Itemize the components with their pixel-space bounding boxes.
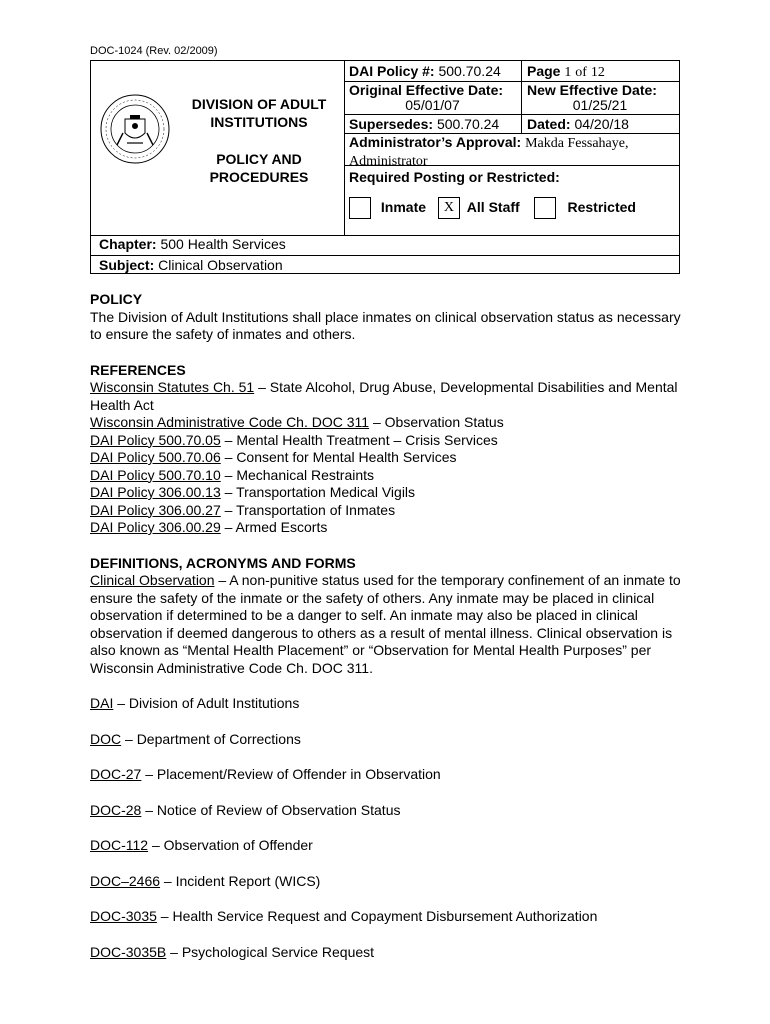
definition-text: – Division of Adult Institutions: [113, 695, 300, 711]
state-seal-icon: [99, 93, 171, 165]
reference-link[interactable]: DAI Policy 306.00.13: [90, 484, 221, 500]
reference-desc: – Transportation of Inmates: [220, 501, 396, 518]
dated-value: 04/20/18: [574, 116, 629, 132]
all-staff-label: All Staff: [466, 198, 520, 215]
inmate-label: Inmate: [380, 198, 427, 215]
reference-item: [90, 484, 690, 502]
definition-text: – Notice of Review of Observation Status: [141, 801, 401, 818]
reference-desc: – Observation Status: [369, 414, 504, 430]
new-effective-date-label: New Effective Date:: [527, 82, 657, 98]
approval-label: Administrator’s Approval:: [349, 134, 522, 150]
policy-text: The Division of Adult Institutions shall place inmates on clinical observation status as necessary to ensure the safety of inmates and others.: [90, 308, 681, 342]
approval-title: Administrator: [349, 154, 428, 169]
page-total: 12: [590, 65, 605, 80]
definition-text: – A non-punitive status used for the temporary confinement of an inmate to ensure the safety of the inmate or the safety of others. Any inmate may be placed in clinical observation if determined to be a danger to self. An inmate may also be placed in clinical observation if deemed dangerous to others as a result of mental illness. Clinical observation is also known as “Mental Health Placement” or “Observation for Mental Health Purposes” per Wisconsin Administrative Code Ch. DOC 311.: [90, 572, 681, 676]
reference-item: [90, 414, 690, 432]
division-name: [175, 95, 343, 131]
chapter-value: 500 Health Services: [160, 236, 286, 252]
definition-term: DOC-28: [90, 801, 142, 818]
administrator-approval: [349, 134, 679, 170]
definition-text: – Health Service Request and Copayment Disbursement Authorization: [156, 908, 598, 924]
reference-desc: – Mental Health Treatment – Crisis Services: [220, 431, 498, 448]
chapter-label: Chapter:: [99, 236, 157, 252]
subject-value: Clinical Observation: [158, 257, 283, 273]
definition-item: [90, 944, 690, 962]
supersedes-label: Supersedes:: [349, 116, 434, 132]
dated-label: Dated:: [527, 116, 571, 132]
header-divider: [344, 114, 679, 115]
page-count: [527, 63, 605, 81]
definition-term: DOC: [90, 730, 122, 747]
definition-item: [90, 873, 690, 891]
definition-item: [90, 695, 690, 713]
definition-term: Clinical Observation: [90, 572, 215, 588]
definition-text: – Psychological Service Request: [166, 943, 375, 960]
definition-term: DOC-27: [90, 766, 142, 782]
policy-header-table: [90, 60, 680, 274]
posting-options: [349, 197, 636, 219]
approval-name: Makda Fessahaye,: [525, 136, 629, 151]
definition-item: [90, 731, 690, 749]
original-effective-date-label: Original Effective Date:: [349, 82, 504, 98]
definition-text: – Observation of Offender: [148, 837, 313, 853]
form-number: DOC-1024 (Rev. 02/2009): [90, 45, 218, 57]
page-number: 1: [564, 65, 572, 80]
reference-link[interactable]: Wisconsin Administrative Code Ch. DOC 311: [90, 414, 370, 430]
definition-item: [90, 837, 690, 855]
division-name-line1: DIVISION OF ADULT: [191, 96, 327, 112]
reference-link[interactable]: DAI Policy 500.70.05: [90, 431, 221, 448]
reference-desc: – Armed Escorts: [220, 519, 328, 535]
policy-procedures-line1: POLICY AND: [216, 151, 302, 167]
original-effective-date-value: 05/01/07: [405, 97, 460, 113]
subject: [99, 257, 283, 273]
definition-item: [90, 766, 690, 784]
subject-label: Subject:: [99, 257, 155, 273]
page-of: of: [575, 65, 587, 80]
definition-item: [90, 908, 690, 926]
dated: [527, 116, 629, 132]
division-name-line2: INSTITUTIONS: [210, 114, 308, 130]
definition-item: [90, 802, 690, 820]
policy-number: [349, 63, 501, 79]
header-divider-vertical: [344, 61, 345, 235]
restricted-label: Restricted: [567, 198, 636, 215]
restricted-checkbox[interactable]: [534, 197, 556, 219]
reference-item: [90, 379, 690, 414]
reference-link[interactable]: Wisconsin Statutes Ch. 51: [90, 379, 255, 395]
definition-item: [90, 572, 690, 677]
reference-desc: – Mechanical Restraints: [220, 466, 375, 483]
policy-heading: POLICY: [90, 291, 143, 307]
references-list: [90, 379, 690, 537]
reference-link[interactable]: DAI Policy 306.00.29: [90, 519, 221, 535]
new-effective-date-value: 01/25/21: [572, 97, 628, 113]
reference-item: [90, 449, 690, 467]
reference-desc: – Consent for Mental Health Services: [220, 449, 457, 465]
supersedes: [349, 116, 499, 132]
reference-item: [90, 467, 690, 485]
policy-number-value: 500.70.24: [438, 63, 501, 79]
definition-text: – Placement/Review of Offender in Observation: [141, 766, 441, 782]
reference-item: [90, 432, 690, 450]
reference-link[interactable]: DAI Policy 306.00.27: [90, 501, 221, 518]
definition-text: – Incident Report (WICS): [160, 872, 321, 889]
definition-term: DOC-3035: [90, 908, 157, 924]
reference-link[interactable]: DAI Policy 500.70.10: [90, 466, 221, 483]
reference-link[interactable]: DAI Policy 500.70.06: [90, 449, 221, 465]
policy-number-label: DAI Policy #:: [349, 63, 435, 79]
header-divider: [91, 255, 679, 256]
references-heading: REFERENCES: [90, 361, 186, 378]
definition-term: DAI: [90, 695, 114, 711]
definition-text: – Department of Corrections: [121, 730, 301, 747]
reference-desc: – State Alcohol, Drug Abuse, Developmental Disabilities and Mental Health Act: [90, 379, 678, 413]
chapter: [99, 236, 286, 252]
page-label: Page: [527, 63, 561, 79]
definition-term: DOC–2466: [90, 872, 161, 889]
reference-desc: – Transportation Medical Vigils: [220, 484, 416, 500]
reference-item: [90, 502, 690, 520]
policy-procedures-title: [175, 150, 343, 186]
posting-label: Required Posting or Restricted:: [349, 169, 560, 185]
definition-term: DOC-3035B: [90, 943, 167, 960]
all-staff-checkbox[interactable]: X: [438, 197, 460, 219]
policy-procedures-line2: PROCEDURES: [209, 169, 309, 185]
definition-term: DOC-112: [90, 837, 149, 853]
inmate-checkbox[interactable]: [349, 197, 371, 219]
supersedes-value: 500.70.24: [436, 116, 500, 132]
reference-item: [90, 519, 690, 537]
definitions-heading: DEFINITIONS, ACRONYMS AND FORMS: [90, 554, 356, 571]
policy-body: [90, 291, 690, 961]
